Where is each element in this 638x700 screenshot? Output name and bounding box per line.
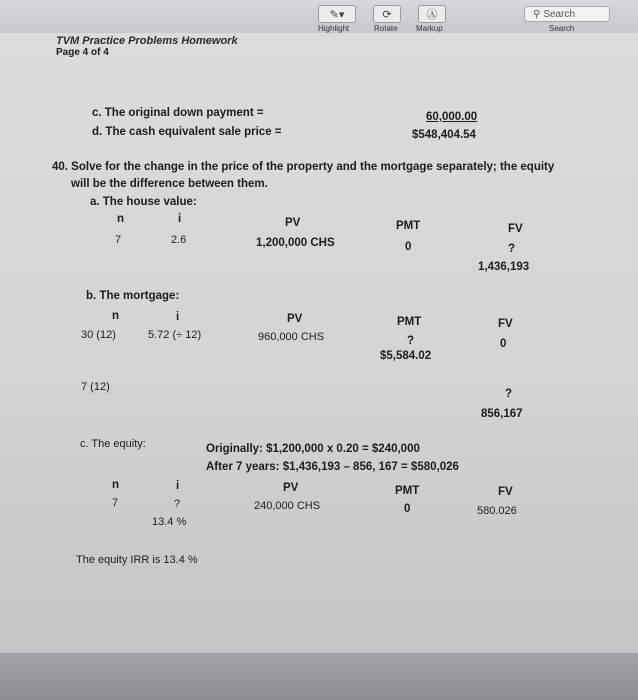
item-c-text: c. The original down payment =	[92, 107, 264, 119]
c-header-pv: PV	[283, 482, 299, 494]
desk-background	[0, 653, 638, 700]
c-line2: After 7 years: $1,436,193 – 856, 167 = $580,026	[206, 461, 459, 473]
item-d-text: d. The cash equivalent sale price =	[92, 126, 282, 138]
c-value-n: 7	[112, 497, 119, 509]
b-header-n: n	[112, 310, 120, 322]
c-value-fv: 580.026	[477, 505, 517, 517]
b-header-i: i	[176, 311, 180, 323]
b-value-pv: 960,000 CHS	[258, 331, 325, 343]
pen-icon: ✎▾	[329, 8, 345, 21]
c-i-result: 13.4 %	[152, 516, 187, 528]
c-value-i: ?	[174, 498, 181, 510]
c-header-fv: FV	[498, 486, 513, 498]
document-page	[0, 33, 638, 653]
rotate-button[interactable]	[373, 5, 401, 23]
b-header-fv: FV	[498, 318, 513, 330]
question-40-line1: 40. Solve for the change in the price of the property and the mortgage separately; the equity	[52, 161, 555, 173]
search-label: Search	[549, 24, 575, 33]
equity-irr-text: The equity IRR is 13.4 %	[76, 554, 198, 566]
a-header-pmt: PMT	[396, 220, 421, 232]
b-value-i: 5.72 (÷ 12)	[148, 329, 202, 341]
b-n2-value: 7 (12)	[81, 381, 110, 393]
b-value-pmt: ?	[407, 335, 415, 347]
pen-tool-button[interactable]	[318, 5, 356, 23]
markup-label: Markup	[416, 24, 443, 33]
c-header-n: n	[112, 479, 120, 491]
item-c-value: 60,000.00	[426, 111, 478, 123]
page-indicator: Page 4 of 4	[56, 47, 109, 58]
question-40-line2: will be the difference between them.	[71, 178, 268, 190]
part-b-label: b. The mortgage:	[86, 290, 180, 302]
markup-icon: Ⓐ	[426, 9, 438, 21]
rotate-label: Rotate	[374, 24, 398, 33]
item-d-value: $548,404.54	[412, 129, 476, 141]
b-header-pmt: PMT	[397, 316, 422, 328]
a-header-fv: FV	[508, 223, 523, 235]
a-header-i: i	[178, 213, 182, 225]
a-result: 1,436,193	[478, 261, 530, 273]
a-value-pv: 1,200,000 CHS	[256, 237, 335, 249]
part-a-label: a. The house value:	[90, 196, 197, 208]
b-pmt-result: $5,584.02	[380, 350, 432, 362]
a-value-fv: ?	[508, 243, 516, 255]
b-fv2-result: 856,167	[481, 408, 523, 420]
c-header-i: i	[176, 480, 180, 492]
b-value-n: 30 (12)	[81, 329, 116, 341]
b-fv2-value: ?	[505, 388, 513, 400]
part-c-label: c. The equity:	[80, 438, 146, 450]
c-value-pv: 240,000 CHS	[254, 500, 321, 512]
markup-button[interactable]	[418, 5, 446, 23]
c-line1: Originally: $1,200,000 x 0.20 = $240,000	[206, 443, 420, 455]
a-value-pmt: 0	[405, 241, 412, 253]
b-header-pv: PV	[287, 313, 303, 325]
rotate-icon: ⟳	[382, 8, 392, 21]
document-title: TVM Practice Problems Homework	[56, 35, 238, 47]
search-placeholder: Search	[543, 8, 576, 20]
search-icon: ⚲	[533, 8, 541, 20]
b-value-fv: 0	[500, 338, 507, 350]
highlight-label: Highlight	[318, 24, 350, 33]
c-value-pmt: 0	[404, 503, 411, 515]
search-input[interactable]	[524, 6, 610, 22]
c-header-pmt: PMT	[395, 485, 420, 497]
a-value-n: 7	[115, 234, 122, 246]
a-header-pv: PV	[285, 217, 301, 229]
a-value-i: 2.6	[171, 234, 187, 246]
a-header-n: n	[117, 213, 125, 225]
